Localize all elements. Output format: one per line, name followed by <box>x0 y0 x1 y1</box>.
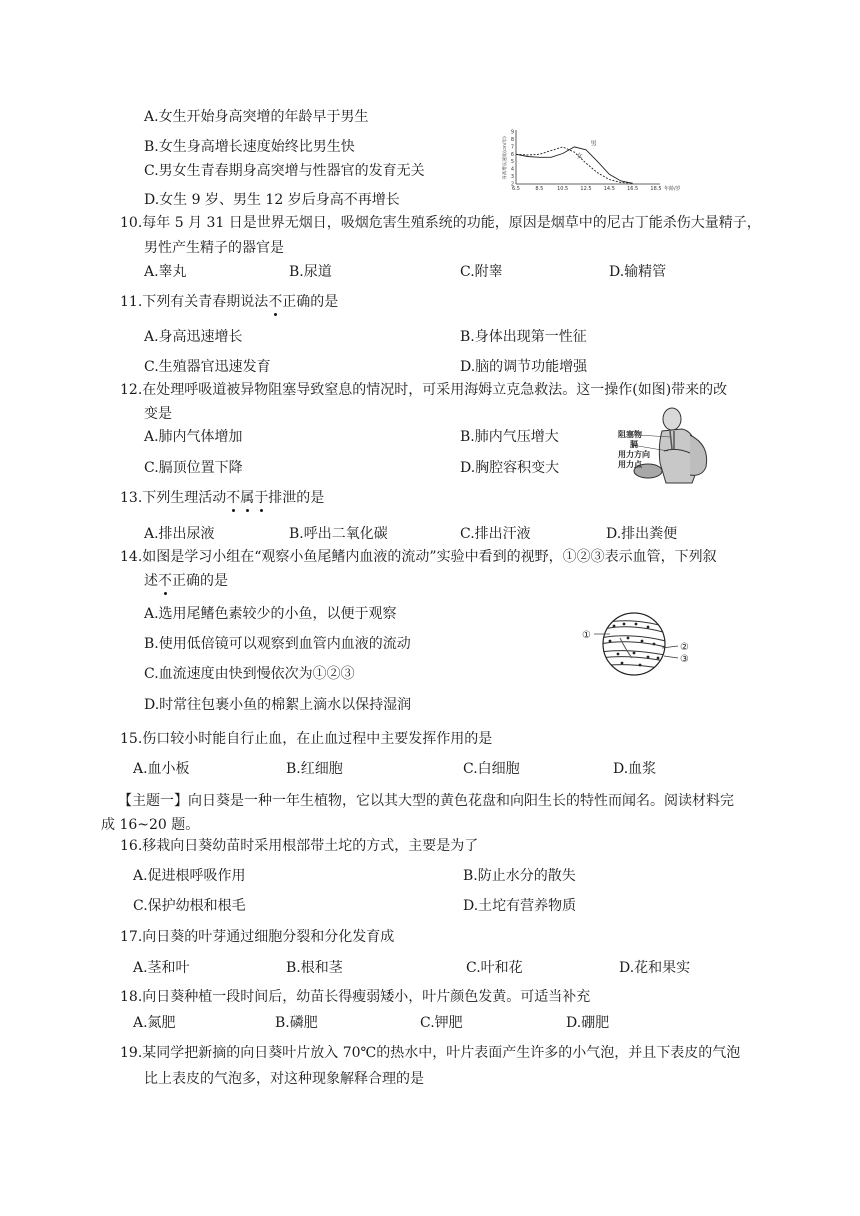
figure-label-force-direction: 用力方向 <box>618 450 650 459</box>
q16-option-c: C.保护幼根和根毛 <box>133 898 246 914</box>
q9-option-b: B.女生身高增长速度始终比男生快 <box>144 139 355 155</box>
emphasis-dot-char: 不 <box>268 294 283 310</box>
q17-option-c: C.叶和花 <box>466 960 523 976</box>
emphasis-dot-char: 不 <box>226 490 241 506</box>
q12-option-d: D.胸腔容积变大 <box>460 460 560 476</box>
q14-option-c: C.血流速度由快到慢依次为①②③ <box>144 666 355 682</box>
q17-option-b: B.根和茎 <box>286 960 343 976</box>
vessel-label-3: ③ <box>680 654 689 665</box>
x-tick-label: 10.5 <box>557 186 569 192</box>
q11-option-a: A.身高迅速增长 <box>144 329 243 345</box>
microscope-view-figure <box>580 610 700 686</box>
q10-option-a: A.睾丸 <box>144 264 187 280</box>
q13-option-c: C.排出汗液 <box>460 526 531 542</box>
series-label: 女 <box>576 153 583 160</box>
y-tick-label: 6 <box>510 151 514 158</box>
q15-option-c: C.白细胞 <box>463 761 520 777</box>
y-tick-label: 3 <box>510 174 514 181</box>
growth-rate-chart <box>478 126 688 192</box>
q9-option-d: D.女生 9 岁、男生 12 岁后身高不再增长 <box>144 192 400 208</box>
y-tick-label: 8 <box>510 136 514 143</box>
x-tick-label: 18.5 <box>650 186 662 192</box>
q14-option-a: A.选用尾鳍色素较少的小鱼，以便于观察 <box>144 606 397 622</box>
q13-stem-post: 排泄的是 <box>268 490 325 506</box>
q18-option-c: C.钾肥 <box>420 1015 463 1031</box>
q17-stem: 17.向日葵的叶芽通过细胞分裂和分化发育成 <box>120 929 395 945</box>
x-axis-label: 年龄/岁 <box>664 186 681 192</box>
q12-option-c: C.膈顶位置下降 <box>144 460 243 476</box>
q10-option-d: D.输精管 <box>609 264 667 280</box>
q18-option-a: A.氮肥 <box>133 1015 176 1031</box>
q13-option-d: D.排出粪便 <box>606 526 678 542</box>
q13-stem-pre: 13.下列生理活动 <box>120 490 227 506</box>
q19-stem-line1: 19.某同学把新摘的向日葵叶片放入 70℃的热水中，叶片表面产生许多的小气泡，并且下表皮的气泡 <box>120 1045 741 1061</box>
q16-option-a: A.促进根呼吸作用 <box>133 868 246 884</box>
q14-option-b: B.使用低倍镜可以观察到血管内血液的流动 <box>144 636 411 652</box>
q14-stem-post: 正确的是 <box>172 573 228 589</box>
q14-stem-line1: 14.如图是学习小组在“观察小鱼尾鳍内血液的流动”实验中看到的视野，①②③表示血管，下列叙 <box>120 549 717 565</box>
x-tick-label: 12.5 <box>580 186 592 192</box>
emphasis-dot-char: 于 <box>254 490 269 506</box>
q15-stem: 15.伤口较小时能自行止血，在止血过程中主要发挥作用的是 <box>120 731 493 747</box>
q14-stem-pre: 述 <box>144 573 158 589</box>
q10-option-b: B.尿道 <box>289 264 332 280</box>
q10-option-c: C.附睾 <box>460 264 503 280</box>
q14-stem-line2 <box>144 571 228 591</box>
y-tick-label: 5 <box>510 159 514 166</box>
vessel-label-2: ② <box>680 642 689 653</box>
q12-stem-line2: 变是 <box>144 406 172 422</box>
series-label: 男 <box>590 140 597 148</box>
y-tick-label: 7 <box>510 144 514 151</box>
emphasis-dot-char: 属 <box>240 490 255 506</box>
q18-stem: 18.向日葵种植一段时间后，幼苗长得瘦弱矮小，叶片颜色发黄。可适当补充 <box>120 989 591 1005</box>
q13-stem <box>120 488 324 508</box>
q9-option-c: C.男女生青春期身高突增与性器官的发育无关 <box>144 163 425 179</box>
x-tick-label: 14.5 <box>603 186 615 192</box>
q12-option-b: B.肺内气压增大 <box>460 429 559 445</box>
figure-label-obstruction: 阻塞物 <box>618 430 642 439</box>
q17-option-a: A.茎和叶 <box>133 960 190 976</box>
emphasis-dot-char: 不 <box>158 573 172 589</box>
q10-stem-line1: 10.每年 5 月 31 日是世界无烟日，吸烟危害生殖系统的功能，原因是烟草中的尼古丁能杀伤大量精子， <box>120 215 761 231</box>
topic1-line1: 【主题一】向日葵是一种一年生植物，它以其大型的黄色花盘和向阳生长的特性而闻名。阅读材料完 <box>118 793 734 809</box>
y-tick-label: 2 <box>510 181 514 188</box>
q17-option-d: D.花和果实 <box>619 960 691 976</box>
q13-option-a: A.排出尿液 <box>144 526 215 542</box>
q12-option-a: A.肺内气体增加 <box>144 429 243 445</box>
x-tick-label: 8.5 <box>535 186 544 192</box>
q10-stem-line2: 男性产生精子的器官是 <box>144 240 284 256</box>
q16-option-b: B.防止水分的散失 <box>463 868 576 884</box>
q16-stem: 16.移栽向日葵幼苗时采用根部带土坨的方式，主要是为了 <box>120 838 479 854</box>
q11-option-c: C.生殖器官迅速发育 <box>144 359 271 375</box>
q11-stem <box>120 292 338 312</box>
vessel-label-1: ① <box>582 630 591 641</box>
q14-option-d: D.时常往包裹小鱼的棉絮上滴水以保持湿润 <box>144 697 412 713</box>
q18-option-b: B.磷肥 <box>275 1015 318 1031</box>
q15-option-b: B.红细胞 <box>286 761 343 777</box>
q11-option-b: B.身体出现第一性征 <box>460 329 587 345</box>
figure-label-diaphragm: 膈 <box>630 440 638 449</box>
q16-option-d: D.土坨有营养物质 <box>463 898 577 914</box>
y-axis-label: 身高增长速度(cm/年) <box>503 136 508 180</box>
x-tick-label: 6.5 <box>512 186 520 192</box>
topic1-line2: 成 16~20 题。 <box>101 817 200 833</box>
y-tick-label: 4 <box>510 166 514 173</box>
q19-stem-line2: 比上表皮的气泡多，对这种现象解释合理的是 <box>144 1071 424 1087</box>
q9-option-a: A.女生开始身高突增的年龄早于男生 <box>144 109 369 125</box>
figure-label-force-point: 用力点 <box>618 460 642 469</box>
q18-option-d: D.硼肥 <box>566 1015 610 1031</box>
q13-option-b: B.呼出二氧化碳 <box>289 526 388 542</box>
q15-option-a: A.血小板 <box>133 761 190 777</box>
q12-stem-line1: 12.在处理呼吸道被异物阻塞导致窒息的情况时，可采用海姆立克急救法。这一操作(如图)带来的改 <box>120 382 728 398</box>
q11-stem-post: 正确的是 <box>282 294 339 310</box>
x-tick-label: 16.5 <box>627 186 639 192</box>
q11-option-d: D.脑的调节功能增强 <box>460 359 588 375</box>
q15-option-d: D.血浆 <box>613 761 657 777</box>
y-tick-label: 9 <box>510 129 514 136</box>
q11-stem-pre: 11.下列有关青春期说法 <box>120 294 269 310</box>
heimlich-figure <box>618 405 718 485</box>
